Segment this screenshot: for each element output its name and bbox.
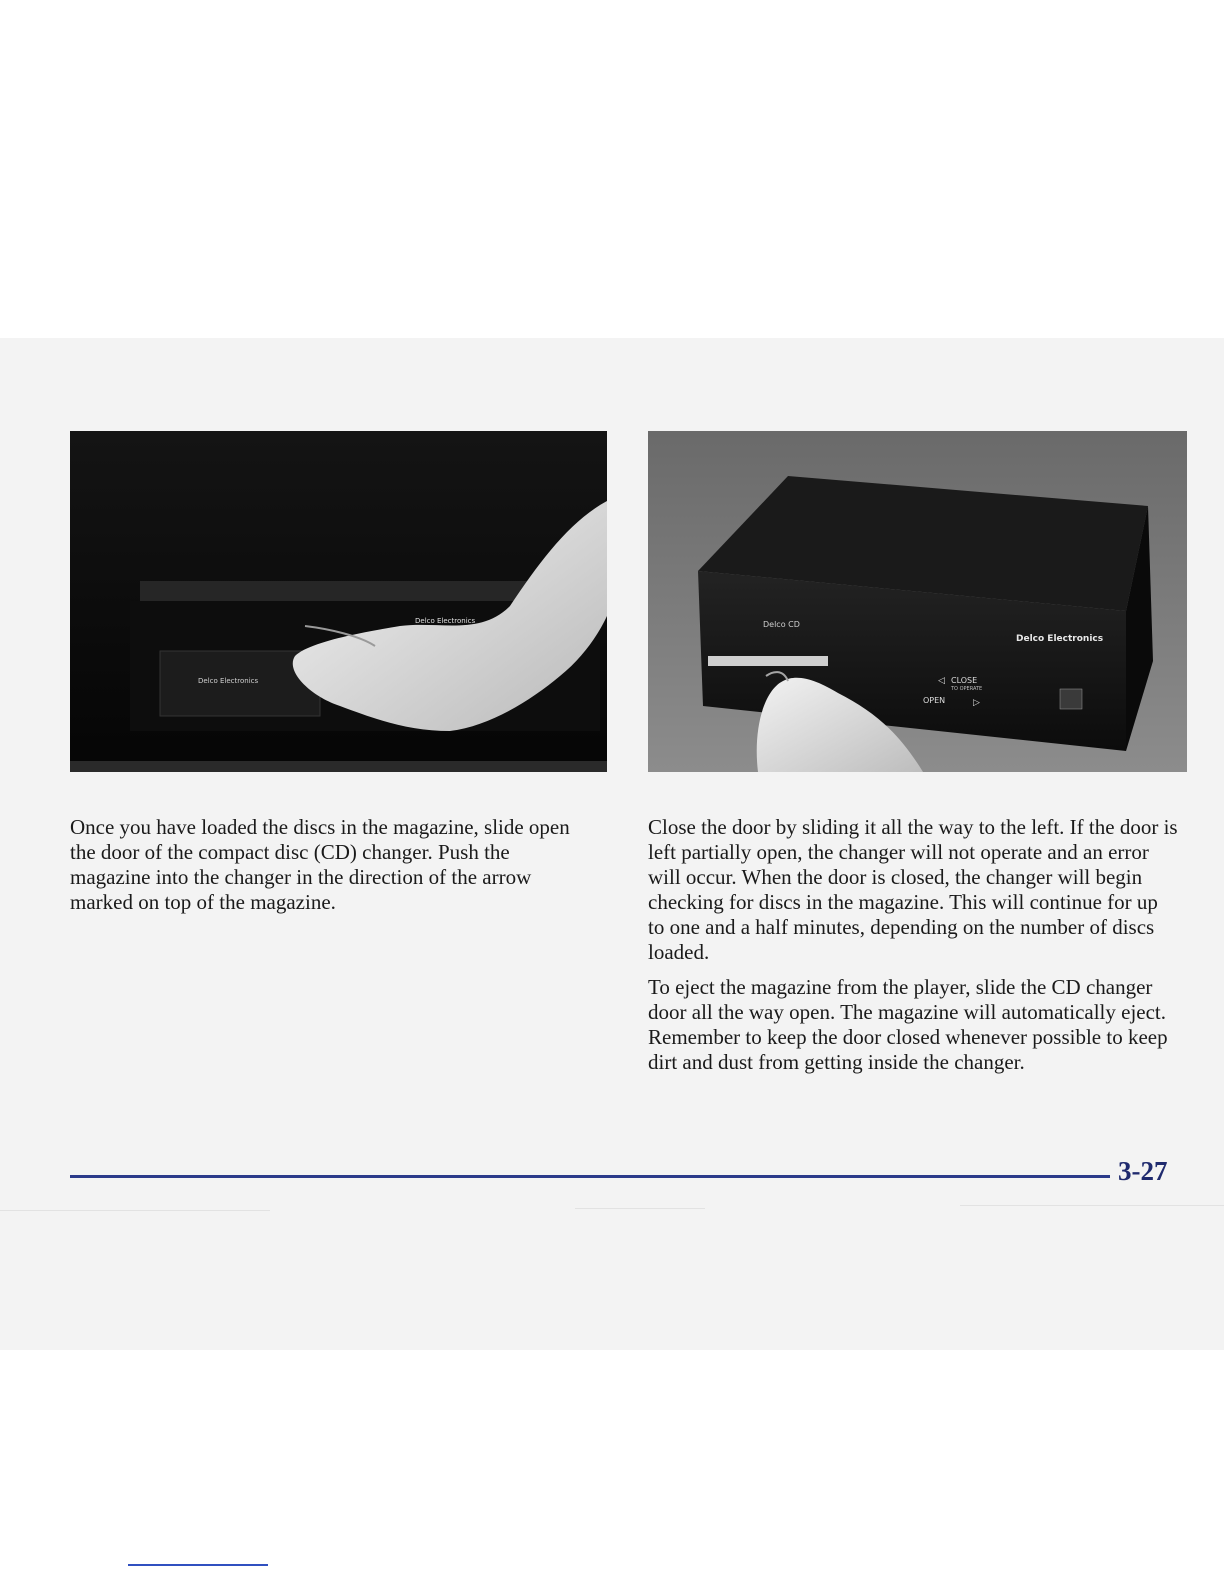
page-number: 3-27 (1118, 1156, 1168, 1186)
close-door-label: CLOSE (951, 676, 978, 685)
delco-electronics-label: Delco Electronics (1016, 634, 1104, 644)
magazine-brand-label: Delco Electronics (198, 677, 259, 685)
cd-changer-door-illustration (648, 431, 1187, 772)
cd-changer-loading-photo (70, 431, 607, 772)
open-arrow-label: ▷ (973, 698, 980, 708)
close-door-sublabel: TO OPERATE (951, 686, 983, 692)
scan-artifact-line (0, 1210, 270, 1211)
footer-rule (70, 1175, 1110, 1178)
close-arrow-label: ◁ (938, 676, 945, 686)
left-paragraph-1: Once you have loaded the discs in the magazine, slide open the door of the compact disc (CD) changer. Push the magazine into the changer in the direction of the arrow marked on top of the magazine. (70, 815, 570, 914)
changer-brand-label: Delco Electronics (415, 617, 476, 625)
right-paragraph-2: To eject the magazine from the player, slide the CD changer door all the way open. The magazine will automatically eject. Remember to keep the door closed whenever possible to keep dirt and dust from getting inside the changer. (648, 975, 1168, 1074)
right-paragraph-1: Close the door by sliding it all the way to the left. If the door is left partially open, the changer will not operate and an error will occur. When the door is closed, the changer will begin checking for discs in the magazine. This will continue for up to one and a half minutes, depending on the number of discs loaded. (648, 815, 1178, 964)
cd-changer-door-photo (648, 431, 1187, 772)
footer-mark (128, 1564, 268, 1566)
scan-artifact-line (960, 1205, 1224, 1206)
open-door-label: OPEN (923, 696, 946, 705)
left-text-column (70, 815, 588, 925)
right-text-column (648, 815, 1178, 1085)
cd-logo-icon (1060, 689, 1082, 709)
cd-changer-loading-illustration (70, 431, 607, 772)
scan-artifact-line (575, 1208, 705, 1209)
delco-cd-label: Delco CD (763, 620, 800, 629)
